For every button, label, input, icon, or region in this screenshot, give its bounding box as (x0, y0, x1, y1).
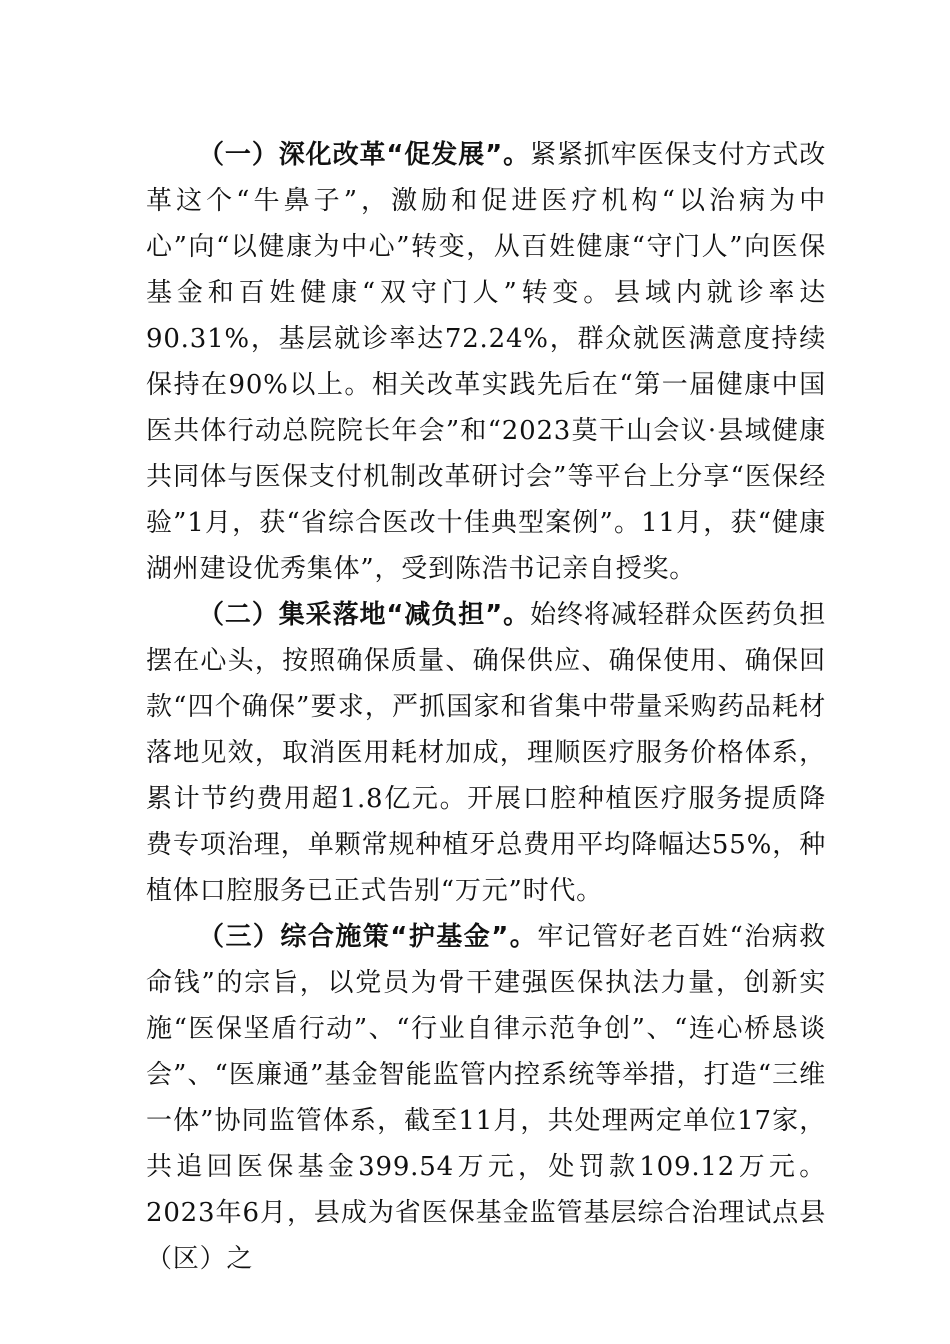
paragraph-text: 紧紧抓牢医保支付方式改革这个“牛鼻子”，激励和促进医疗机构“以治病为中心”向“以健康为中心”转变，从百姓健康“守门人”向医保基金和百姓健康“双守门人”转变。县域内就诊率达90.31%，基层就诊率达72.24%，群众就医满意度持续保持在90%以上。相关改革实践先后在“第一届健康中国医共体行动总院院长年会”和“2023莫干山会议·县域健康共同体与医保支付机制改革研讨会”等平台上分享“医保经验”1月，获“省综合医改十佳典型案例”。11月，获“健康湖州建设优秀集体”，受到陈浩书记亲自授奖。 (146, 140, 826, 584)
paragraph-procurement (146, 592, 826, 914)
paragraph-text: 始终将减轻群众医药负担摆在心头，按照确保质量、确保供应、确保使用、确保回款“四个确保”要求，严抓国家和省集中带量采购药品耗材落地见效，取消医用耗材加成，理顺医疗服务价格体系，累计节约费用超1.8亿元。开展口腔种植医疗服务提质降费专项治理，单颗常规种植牙总费用平均降幅达55%，种植体口腔服务已正式告别“万元”时代。 (146, 600, 826, 906)
paragraph-fund-protection (146, 914, 826, 1282)
paragraph-heading: （三）综合施策“护基金”。 (198, 922, 538, 952)
paragraph-heading: （二）集采落地“减负担”。 (198, 600, 531, 630)
paragraph-deepen-reform (146, 132, 826, 592)
document-body (146, 132, 826, 1282)
paragraph-text: 牢记管好老百姓“治病救命钱”的宗旨，以党员为骨干建强医保执法力量，创新实施“医保坚盾行动”、“行业自律示范争创”、“连心桥恳谈会”、“医廉通”基金智能监管内控系统等举措，打造“三维一体”协同监管体系，截至11月，共处理两定单位17家，共追回医保基金399.54万元，处罚款109.12万元。2023年6月，县成为省医保基金监管基层综合治理试点县（区）之 (146, 922, 827, 1274)
paragraph-heading: （一）深化改革“促发展”。 (198, 140, 531, 170)
